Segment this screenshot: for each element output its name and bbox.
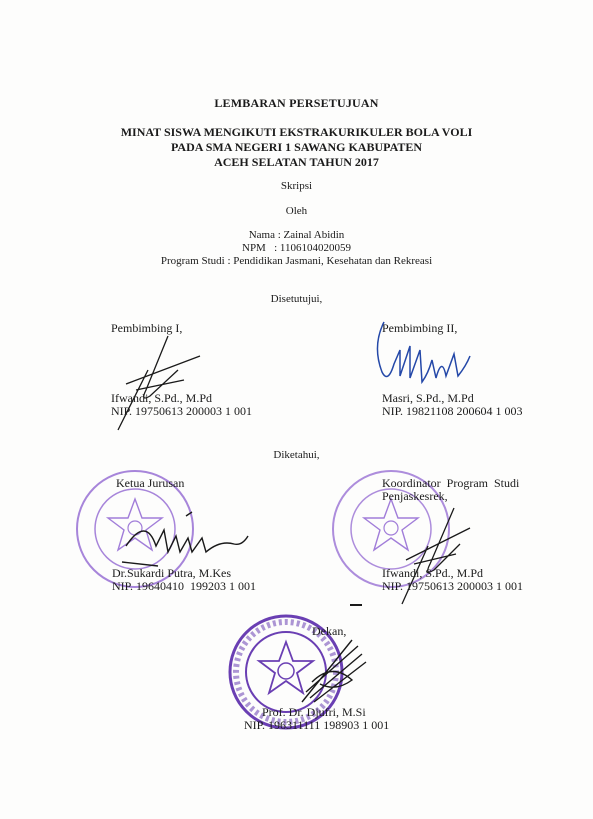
thesis-title-line-2: PADA SMA NEGERI 1 SAWANG KABUPATEN <box>170 140 423 154</box>
head-dept-nip: NIP. 19640410 199203 1 001 <box>112 579 257 593</box>
student-npm: NPM : 1106104020059 <box>242 242 351 254</box>
advisor2-name: Masri, S.Pd., M.Pd <box>382 391 474 405</box>
dean-name: Prof. Dr. Djufri, M.Si <box>262 705 366 719</box>
document-type: Skripsi <box>280 180 313 192</box>
known-label: Diketahui, <box>273 449 320 461</box>
advisor2-nip: NIP. 19821108 200604 1 003 <box>382 404 523 418</box>
coordinator-role-line1: Koordinator Program Studi <box>382 476 520 490</box>
dean-role: Dekan, <box>312 624 347 638</box>
head-dept-name: Dr.Sukardi Putra, M.Kes <box>112 566 231 580</box>
thesis-title-line-3: ACEH SELATAN TAHUN 2017 <box>214 155 379 169</box>
advisor1-name: Ifwandi, S.Pd., M.Pd <box>111 391 213 405</box>
by-label: Oleh <box>285 205 308 217</box>
dean-nip: NIP. 196311111 198903 1 001 <box>244 718 390 732</box>
thesis-title-line-1: MINAT SISWA MENGIKUTI EKSTRAKURIKULER BOLA VOLI <box>120 125 473 139</box>
document-heading: LEMBARAN PERSETUJUAN <box>214 96 379 110</box>
approved-label: Disetutujui, <box>270 293 323 305</box>
coordinator-role-line2: Penjaskesrek, <box>382 489 448 503</box>
advisor2-role: Pembimbing II, <box>382 321 458 335</box>
coordinator-nip: NIP. 19750613 200003 1 001 <box>382 579 524 593</box>
head-dept-role: Ketua Jurusan <box>116 476 185 490</box>
advisor1-signature <box>108 330 218 440</box>
dean-signature <box>292 632 372 712</box>
stray-mark <box>350 604 362 606</box>
student-program: Program Studi : Pendidikan Jasmani, Kesehatan dan Rekreasi <box>160 255 433 267</box>
student-name: Nama : Zainal Abidin <box>248 229 345 241</box>
advisor1-nip: NIP. 19750613 200003 1 001 <box>111 404 253 418</box>
coordinator-name: Ifwandi, S.Pd., M.Pd <box>382 566 484 580</box>
advisor1-role: Pembimbing I, <box>111 321 183 335</box>
